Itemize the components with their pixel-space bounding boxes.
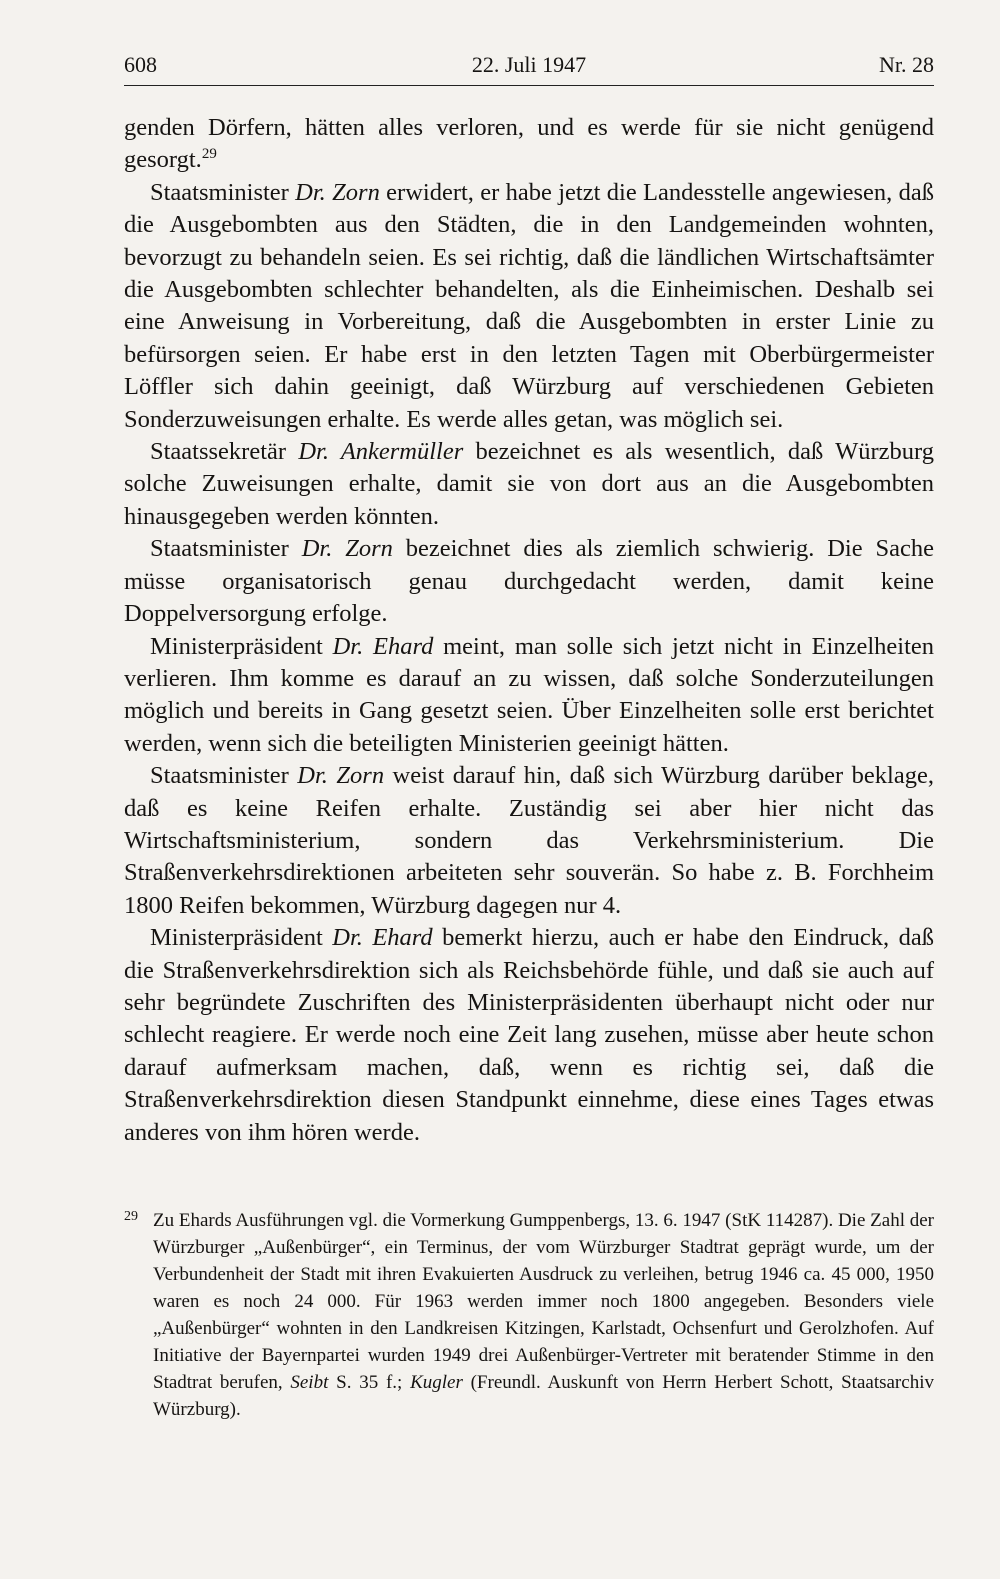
paragraph-text: genden Dörfern, hätten alles verloren, und es werde für sie nicht genügend gesorgt. bbox=[124, 114, 934, 174]
speaker-title: Staatsminister bbox=[150, 535, 302, 563]
speaker-name: Dr. Zorn bbox=[295, 178, 380, 206]
footnote-text bbox=[153, 1207, 934, 1423]
page-header bbox=[124, 50, 934, 84]
footnote-text-part: S. 35 f.; bbox=[328, 1372, 411, 1393]
paragraph bbox=[124, 177, 934, 436]
paragraph bbox=[124, 436, 934, 533]
speaker-name: Dr. Ehard bbox=[332, 924, 433, 952]
paragraph bbox=[124, 760, 934, 922]
paragraph-text: bemerkt hierzu, auch er habe den Eindruck, daß die Straßenverkehrsdirektion sich als Reichsbehörde fühle, und daß sie auch auf sehr begründete Zuschriften des Ministerpräsidenten überhaupt nicht oder nur schlecht reagiere. Er werde noch eine Zeit lang zusehen, müsse aber heute schon darauf aufmerksam machen, daß, wenn es richtig sei, daß die Straßenverkehrsdirektion diesen Standpunkt einnehme, diese eines Tages etwas anderes von ihm hören werde. bbox=[124, 924, 934, 1146]
speaker-name: Dr. Ehard bbox=[332, 632, 434, 660]
speaker-title: Staatsminister bbox=[150, 762, 298, 790]
speaker-title: Staatsminister bbox=[150, 178, 296, 206]
speaker-title: Ministerpräsident bbox=[150, 632, 333, 660]
footnote-text-part: (Freundl. Auskunft von Herrn Herbert Schott, Staatsarchiv Würzburg). bbox=[153, 1372, 934, 1420]
header-date: 22. Juli 1947 bbox=[471, 52, 587, 77]
paragraph bbox=[124, 922, 934, 1149]
paragraph-text: erwidert, er habe jetzt die Landesstelle angewiesen, daß die Ausgebombten aus den Städten, die in den Landgemeinden wohnten, bevorzugt zu behandeln seien. Es sei richtig, daß die ländlichen Wirtschaftsämter die Ausgebombten schlechter behandelten, als die Einheimischen. Deshalb sei eine Anweisung in Vorbereitung, daß die Ausgebombten in erster Linie zu befürsorgen seien. Er habe erst in den letzten Tagen mit Oberbürgermeister Löffler sich dahin geeinigt, daß Würzburg auf verschiedenen Gebieten Sonderzuweisungen erhalte. Es werde alles getan, was möglich sei. bbox=[124, 178, 934, 433]
paragraph-text: meint, man solle sich jetzt nicht in Einzelheiten verlieren. Ihm komme es darauf an zu wissen, daß solche Sonderzuteilungen möglich und bereits in Gang gesetzt seien. Über Einzelheiten solle erst berichtet werden, wenn sich die beteiligten Ministerien geeinigt hätten. bbox=[124, 632, 935, 757]
header-rule bbox=[124, 85, 934, 86]
speaker-name: Dr. Zorn bbox=[297, 762, 385, 790]
body-text bbox=[124, 112, 934, 1149]
speaker-title: Staatssekretär bbox=[150, 438, 299, 466]
footnote-ref: 29 bbox=[201, 146, 217, 163]
paragraph bbox=[124, 112, 934, 177]
page-number: 608 bbox=[124, 52, 157, 77]
speaker-title: Ministerpräsident bbox=[150, 924, 333, 952]
paragraph-text: weist darauf hin, daß sich Würzburg darüber beklage, daß es keine Reifen erhalte. Zuständig sei aber hier nicht das Wirtschaftsministerium, sondern das Verkehrsministerium. Die Straßenverkehrsdirektionen arbeiteten sehr souverän. So habe z. B. Forchheim 1800 Reifen bekommen, Würzburg dagegen nur 4. bbox=[124, 762, 934, 919]
citation-seibt: Seibt bbox=[290, 1372, 329, 1393]
footnote-text-part: Zu Ehards Ausführungen vgl. die Vormerkung Gumppenbergs, 13. 6. 1947 (StK 114287). Die Zahl der Würzburger „Außenbürger“, ein Terminus, der vom Würzburger Stadtrat geprägt wurde, um der Verbundenheit der Stadt mit ihren Evakuierten Ausdruck zu verleihen, betrug 1946 ca. 45 000, 1950 waren es noch 24 000. Für 1963 werden immer noch 1800 angegeben. Besonders viele „Außenbürger“ wohnten in den Landkreisen Kitzingen, Karlstadt, Ochsenfurt und Gerolzhofen. Auf Initiative der Bayernpartei wurden 1949 drei Außenbürger-Vertreter mit beratender Stimme in den Stadtrat berufen, bbox=[153, 1210, 934, 1393]
paragraph bbox=[124, 631, 934, 761]
citation-kugler: Kugler bbox=[410, 1372, 463, 1393]
footnote bbox=[124, 1207, 934, 1423]
footnote-mark: 29 bbox=[124, 1209, 138, 1224]
speaker-name: Dr. Ankermüller bbox=[298, 438, 464, 466]
speaker-name: Dr. Zorn bbox=[301, 535, 393, 563]
paragraph bbox=[124, 533, 934, 630]
paragraph-text: bezeichnet dies als ziemlich schwierig. Die Sache müsse organisatorisch genau durchgedacht werden, damit keine Doppelversorgung erfolge. bbox=[124, 535, 934, 628]
issue-number: Nr. 28 bbox=[879, 52, 934, 77]
paragraph-text: bezeichnet es als wesentlich, daß Würzburg solche Zuweisungen erhalte, damit sie von dort aus an die Ausgebombten hinausgegeben werden könnten. bbox=[124, 438, 934, 530]
